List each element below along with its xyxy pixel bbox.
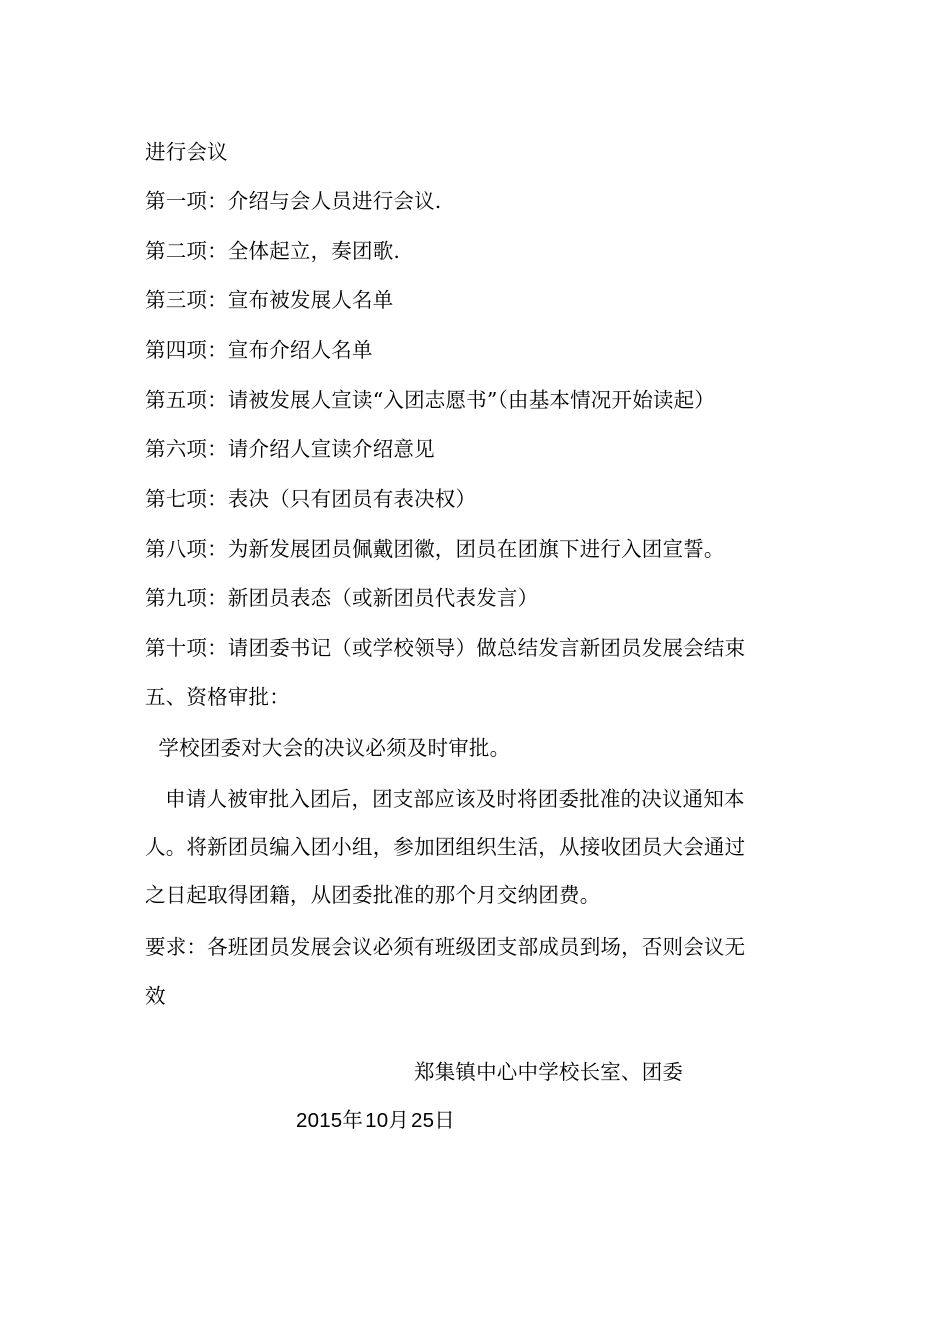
paragraph-approval-1: 学校团委对大会的决议必须及时审批。 [145,736,511,760]
date-month-unit: 月 [388,1108,410,1132]
agenda-item-6: 第六项：请介绍人宣读介绍意见 [145,437,435,461]
agenda-item-2: 第二项：全体起立，奏团歌. [145,239,401,263]
date-year: 2015 [296,1109,343,1132]
requirement-line-2: 效 [145,984,166,1008]
agenda-item-8: 第八项：为新发展团员佩戴团徽，团员在团旗下进行入团宣誓。 [145,537,725,561]
paragraph-approval-2-line-1: 申请人被审批入团后，团支部应该及时将团委批准的决议通知本 [145,787,745,811]
requirement-line-1: 要求：各班团员发展会议必须有班级团支部成员到场，否则会议无 [145,935,746,959]
signature-organization: 郑集镇中心中学校长室、团委 [414,1060,684,1084]
date-month: 10 [365,1109,389,1132]
agenda-item-3: 第三项：宣布被发展人名单 [145,288,394,312]
agenda-item-7: 第七项：表决（只有团员有表决权） [145,487,477,511]
agenda-item-5: 第五项：请被发展人宣读“入团志愿书”（由基本情况开始读起） [145,388,716,412]
section-heading-approval: 五、资格审批： [145,685,290,709]
date-day: 25 [411,1109,435,1132]
agenda-item-4: 第四项：宣布介绍人名单 [145,338,373,362]
date-year-unit: 年 [342,1108,364,1132]
paragraph-approval-2-line-3: 之日起取得团籍，从团委批准的那个月交纳团费。 [145,883,601,907]
date-day-unit: 日 [434,1108,455,1132]
paragraph-approval-2-line-2: 人。将新团员编入团小组，参加团组织生活，从接收团员大会通过 [145,835,746,859]
section-heading-conduct-meeting: 进行会议 [145,140,228,164]
agenda-item-1: 第一项：介绍与会人员进行会议. [145,189,442,213]
agenda-item-9: 第九项：新团员表态（或新团员代表发言） [145,586,539,610]
signature-date [296,1107,455,1134]
agenda-item-10: 第十项：请团委书记（或学校领导）做总结发言新团员发展会结束 [145,636,746,660]
